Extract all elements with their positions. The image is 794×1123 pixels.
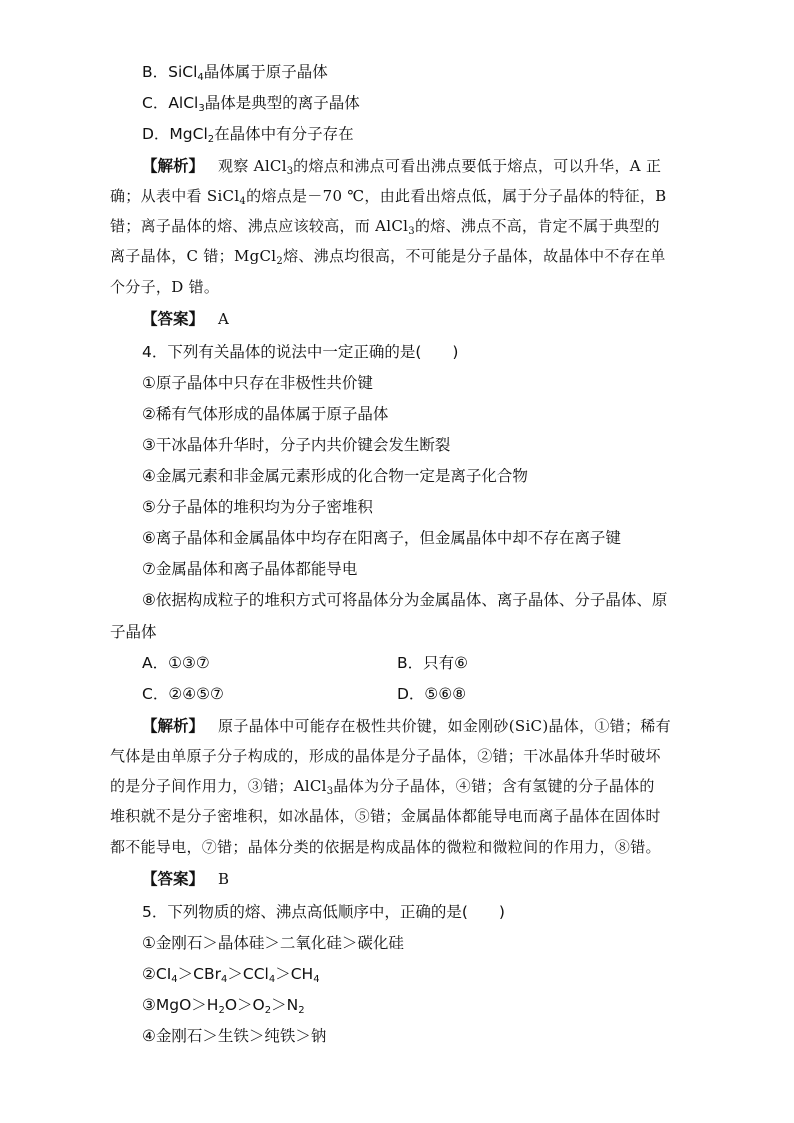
q4-item: 子晶体 bbox=[110, 623, 157, 641]
q4-analysis-line: 气体是由单原子分子构成的，形成的晶体是分子晶体，②错；干冰晶体升华时破坏 bbox=[110, 747, 661, 765]
q4-option-b: B．只有⑥ bbox=[397, 654, 469, 672]
q3-analysis-line: 【解析】 观察 AlCl$_3$的熔点和沸点可看出沸点要低于熔点，可以升华，A 正 bbox=[142, 157, 662, 177]
q4-item: ①原子晶体中只存在非极性共价键 bbox=[142, 374, 373, 392]
answer-label: 【答案】 bbox=[142, 310, 205, 328]
q4-analysis-line: 的是分子间作用力，③错；AlCl$_3$晶体为分子晶体，④错；含有氢键的分子晶体的 bbox=[110, 777, 655, 797]
q5-item: ①金刚石＞晶体硅＞二氧化硅＞碳化硅 bbox=[142, 934, 404, 952]
q4-analysis-line: 都不能导电，⑦错；晶体分类的依据是构成晶体的微粒和微粒间的作用力，⑧错。 bbox=[110, 838, 661, 856]
q3-option-c: C．AlCl$_3$晶体是典型的离子晶体 bbox=[142, 94, 360, 114]
q3-answer: 【答案】 A bbox=[142, 310, 230, 328]
q3-analysis-line: 确；从表中看 SiCl$_4$的熔点是－70 ℃，由此看出熔点低，属于分子晶体的特征，B bbox=[110, 187, 667, 207]
q4-answer: 【答案】 B bbox=[142, 870, 230, 888]
q4-item: ⑦金属晶体和离子晶体都能导电 bbox=[142, 560, 358, 578]
q4-item: ②稀有气体形成的晶体属于原子晶体 bbox=[142, 405, 389, 423]
q4-item: ⑧依据构成粒子的堆积方式可将晶体分为金属晶体、离子晶体、分子晶体、原 bbox=[142, 591, 668, 609]
q4-item: ③干冰晶体升华时，分子内共价键会发生断裂 bbox=[142, 436, 451, 454]
q3-analysis-line: 个分子，D 错。 bbox=[110, 278, 220, 296]
q4-item: ⑥离子晶体和金属晶体中均存在阳离子，但金属晶体中却不存在离子键 bbox=[142, 529, 621, 547]
q3-option-d: D．MgCl$_2$在晶体中有分子存在 bbox=[142, 125, 354, 145]
analysis-label: 【解析】 bbox=[142, 717, 205, 735]
q3-analysis-line: 错；离子晶体的熔、沸点应该较高，而 AlCl$_3$的熔、沸点不高，肯定不属于典型的 bbox=[110, 217, 660, 237]
q4-option-d: D．⑤⑥⑧ bbox=[397, 685, 467, 703]
q3-option-b: B．SiCl$_4$晶体属于原子晶体 bbox=[142, 63, 328, 83]
q4-analysis-line: 【解析】 原子晶体中可能存在极性共价键，如金刚砂(SiC)晶体，①错；稀有 bbox=[142, 717, 671, 735]
q4-item: ④金属元素和非金属元素形成的化合物一定是离子化合物 bbox=[142, 467, 528, 485]
q4-option-a: A．①③⑦ bbox=[142, 654, 210, 672]
q5-item: $②CI_4>CBr_4>CCl_4>CH_4$ bbox=[142, 965, 320, 985]
q3-analysis-line: 离子晶体，C 错；MgCl$_2$熔、沸点均很高，不可能是分子晶体，故晶体中不存在单 bbox=[110, 247, 666, 267]
q4-option-c: C．②④⑤⑦ bbox=[142, 685, 224, 703]
q4-item: ⑤分子晶体的堆积均为分子密堆积 bbox=[142, 498, 373, 516]
q4-stem: 4．下列有关晶体的说法中一定正确的是( ) bbox=[142, 343, 459, 361]
q5-item: $③MgO>H_2O>O_2>N_2$ bbox=[142, 996, 305, 1016]
q4-analysis-line: 堆积就不是分子密堆积，如冰晶体，⑤错；金属晶体都能导电而离子晶体在固体时 bbox=[110, 807, 661, 825]
answer-label: 【答案】 bbox=[142, 870, 205, 888]
analysis-label: 【解析】 bbox=[142, 157, 205, 175]
q5-item: ④金刚石＞生铁＞纯铁＞钠 bbox=[142, 1027, 327, 1045]
q5-stem: 5．下列物质的熔、沸点高低顺序中，正确的是( ) bbox=[142, 903, 505, 921]
